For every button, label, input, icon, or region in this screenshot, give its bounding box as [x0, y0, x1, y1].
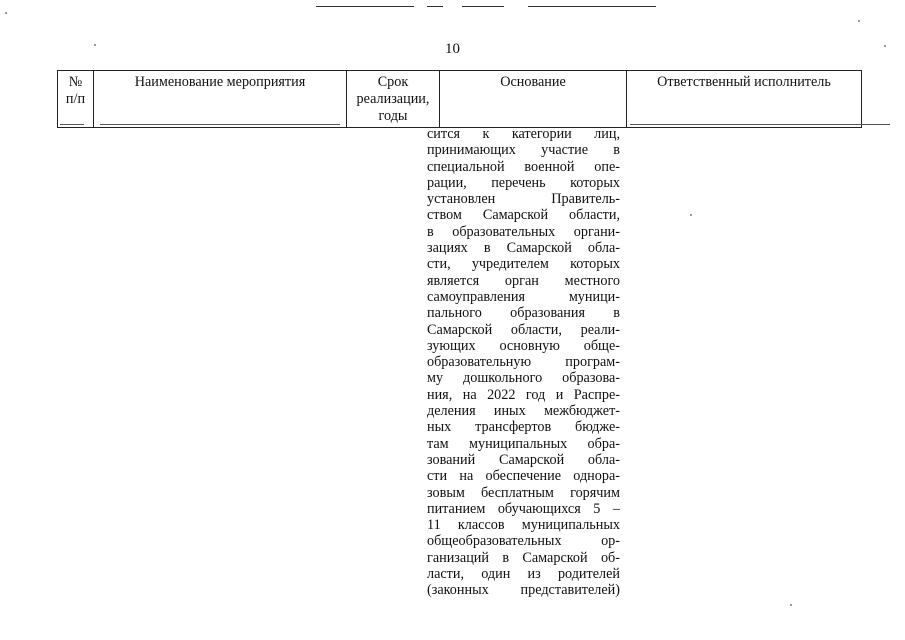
- basis-line: рации, перечень которых: [427, 174, 620, 191]
- header-term-line-3: годы: [378, 108, 408, 124]
- scan-top-line: [462, 6, 504, 7]
- basis-line: ством Самарской области,: [427, 207, 620, 224]
- basis-line: образовательную програм-: [427, 354, 620, 371]
- table-header: [57, 70, 862, 128]
- page-number: 10: [445, 41, 460, 57]
- basis-line: (законных представителей): [427, 582, 620, 599]
- header-term: [347, 71, 440, 128]
- header-event-name: Наименование мероприятия: [94, 71, 347, 128]
- basis-line: 11 классов муниципальных: [427, 517, 620, 534]
- basis-cell-text: [427, 126, 620, 599]
- basis-line: общеобразовательных ор-: [427, 533, 620, 550]
- header-term-line-2: реализации,: [356, 91, 430, 107]
- header-bottom-dash: [100, 124, 340, 125]
- basis-line: специальной военной опе-: [427, 158, 620, 175]
- header-number-line-1: №: [68, 74, 83, 90]
- basis-line: в образовательных органи-: [427, 223, 620, 240]
- header-term-line-1: Срок: [377, 74, 409, 90]
- scan-speck: [5, 12, 7, 14]
- basis-line: ных трансфертов бюдже-: [427, 419, 620, 436]
- basis-line: сти на обеспечение однора-: [427, 468, 620, 485]
- basis-line: зований Самарской обла-: [427, 451, 620, 468]
- scan-speck: [790, 604, 792, 606]
- basis-line: ласти, один из родителей: [427, 566, 620, 583]
- header-bottom-dash: [630, 124, 890, 125]
- scan-top-line: [316, 6, 414, 7]
- basis-line: му дошкольного образова-: [427, 370, 620, 387]
- basis-line: установлен Правитель-: [427, 191, 620, 208]
- scan-speck: [690, 214, 692, 216]
- basis-line: ния, на 2022 год и Распре-: [427, 386, 620, 403]
- basis-line: зовым бесплатным горячим: [427, 484, 620, 501]
- header-number: [58, 71, 94, 128]
- basis-line: зациях в Самарской обла-: [427, 240, 620, 257]
- basis-line: сится к категории лиц,: [427, 126, 620, 142]
- basis-line: там муниципальных обра-: [427, 435, 620, 452]
- header-bottom-dash: [60, 124, 84, 125]
- basis-line: ганизаций в Самарской об-: [427, 549, 620, 566]
- basis-line: зующих основную обще-: [427, 337, 620, 354]
- scan-top-line: [427, 6, 443, 7]
- scan-top-line: [528, 6, 656, 7]
- scan-speck: [858, 20, 860, 22]
- header-number-line-2: п/п: [65, 91, 86, 107]
- table-header-row: [58, 71, 862, 128]
- header-executor: Ответственный исполнитель: [627, 71, 862, 128]
- basis-line: самоуправления муници-: [427, 288, 620, 305]
- basis-line: пального образования в: [427, 305, 620, 322]
- basis-line: питанием обучающихся 5 –: [427, 500, 620, 517]
- basis-line: деления иных межбюджет-: [427, 403, 620, 420]
- basis-line: является орган местного: [427, 272, 620, 289]
- header-basis: Основание: [440, 71, 627, 128]
- basis-line: принимающих участие в: [427, 142, 620, 159]
- basis-line: Самарской области, реали-: [427, 321, 620, 338]
- basis-line: сти, учредителем которых: [427, 256, 620, 273]
